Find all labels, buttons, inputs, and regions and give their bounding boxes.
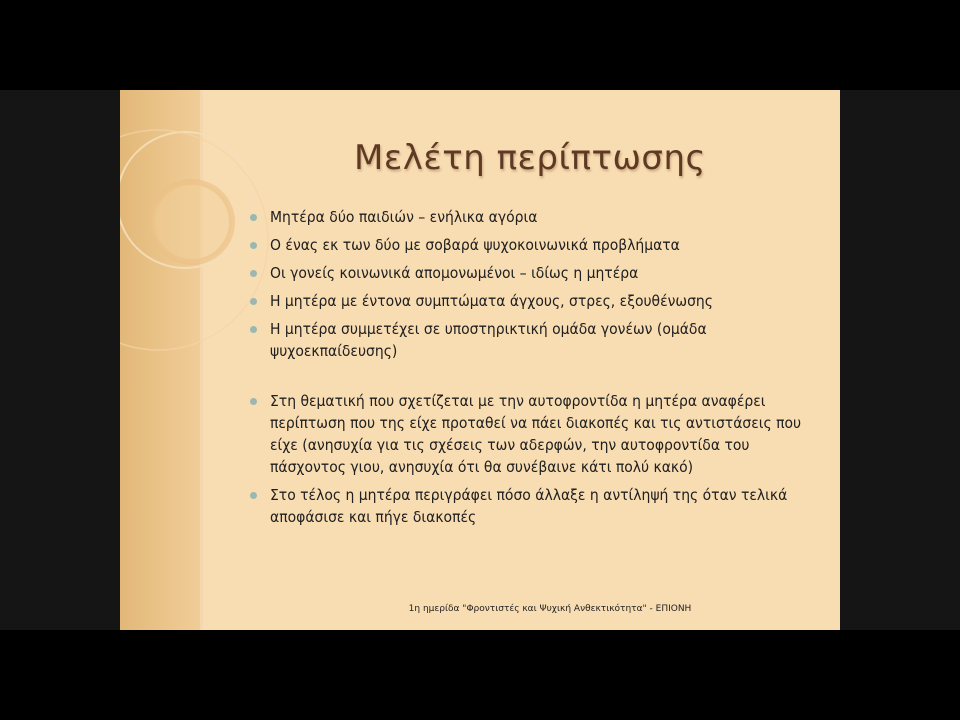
bullet-item [250, 390, 820, 478]
bullet-dot-icon [250, 270, 257, 277]
bullet-dot-icon [250, 242, 257, 249]
bullet-item [250, 290, 820, 312]
bullet-dot-icon [250, 398, 257, 405]
bullet-dot-icon [250, 298, 257, 305]
bullet-text: Ο ένας εκ των δύο με σοβαρά ψυχοκοινωνικά προβλήματα [270, 236, 680, 254]
presentation-slide [120, 90, 840, 630]
bullet-item [250, 318, 820, 362]
bullet-text: Η μητέρα συμμετέχει σε υποστηρικτική ομάδα γονέων (ομάδα ψυχοεκπαίδευσης) [270, 320, 707, 360]
bullet-item [250, 206, 820, 228]
bullet-item [250, 262, 820, 284]
bullet-item [250, 484, 820, 528]
bullet-dot-icon [250, 214, 257, 221]
bullet-dot-icon [250, 326, 257, 333]
slide-footer: 1η ημερίδα "Φροντιστές και Ψυχική Ανθεκτικότητα" - ΕΠΙΟΝΗ [408, 604, 692, 614]
bullet-item [250, 234, 820, 256]
bullet-text: Η μητέρα με έντονα συμπτώματα άγχους, στρες, εξουθένωσης [270, 292, 713, 310]
slide-title: Μελέτη περίπτωσης [354, 138, 706, 178]
bullet-text: Οι γονείς κοινωνικά απομονωμένοι – ιδίως η μητέρα [270, 264, 639, 282]
bullet-list [250, 206, 820, 534]
bullet-text: Μητέρα δύο παιδιών – ενήλικα αγόρια [270, 208, 538, 226]
bullet-text: Στη θεματική που σχετίζεται με την αυτοφροντίδα η μητέρα αναφέρει περίπτωση που της είχε προταθεί να πάει διακοπές και τις αντιστάσεις που είχε (ανησυχία για τις σχέσεις των αδερφών, την αυτοφροντίδα του πάσχοντος γιου, ανησυχία ότι θα συνέβαινε κάτι πολύ κακό) [270, 392, 802, 476]
letterbox-top [0, 0, 960, 90]
bullet-text: Στο τέλος η μητέρα περιγράφει πόσο άλλαξε η αντίληψή της όταν τελικά αποφάσισε και πήγε διακοπές [270, 486, 788, 526]
bullet-dot-icon [250, 492, 257, 499]
